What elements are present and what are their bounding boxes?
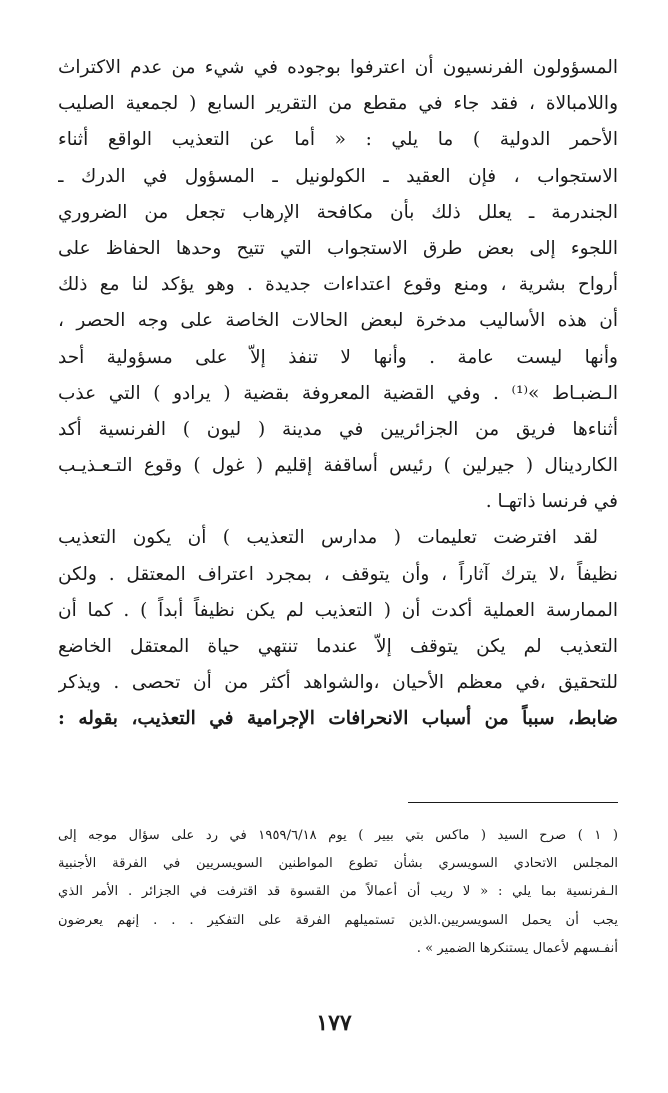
footnote-separator xyxy=(408,802,618,803)
footnote xyxy=(58,822,618,963)
main-text xyxy=(58,50,618,738)
text-line: وأنها ليست عامة . وأنها لا تنفذ إلاّ على مسؤولية أحد xyxy=(58,346,618,368)
text-line: الـضبـاط »⁽¹⁾ . وفي القضية المعروفة بقضية ( يرادو ) التي عذب xyxy=(58,382,618,404)
text-line: أن هذه الأساليب مدخرة لبعض الحالات الخاصة على وجه الحصر ، xyxy=(58,310,618,332)
text-line: واللامبالاة ، فقد جاء في مقطع من التقرير السابع ( لجمعية الصليب xyxy=(58,93,618,115)
text-line: التعذيب لم يكن يتوقف إلاّ عندما تنتهي حياة المعتقل الخاضع xyxy=(58,636,618,657)
text-line: المسؤولون الفرنسيون أن اعترفوا بوجوده في شيء من عدم الاكتراث xyxy=(58,57,618,78)
text-line: الجندرمة ـ يعلل ذلك بأن مكافحة الإرهاب تجعل من الضروري xyxy=(58,201,618,223)
text-line: ضابط، سبباً من أسباب الانحرافات الإجرامية في التعذيب، بقوله : xyxy=(58,708,618,730)
footnote-line: الـفرنسية بما يلي : « لا ريب أن أعمالاً من القسوة قد اقترفت في الجزائر . الأمر الذي xyxy=(58,884,618,900)
text-line: في فرنسا ذاتهـا . xyxy=(485,491,618,513)
text-line: الاستجواب ، فإن العقيد ـ الكولونيل ـ المسؤول في الدرك ـ xyxy=(58,165,618,187)
text-line: اللجوء إلى بعض طرق الاستجواب التي تتيح وحدها الحفاظ على xyxy=(58,237,618,259)
text-line: أرواح بشرية ، ومنع وقوع اعتداءات جديدة . وهو يؤكد لنا مع ذلك xyxy=(58,274,618,296)
text-line: للتحقيق ،في معظم الأحيان ،والشواهد أكثر من أن تحصى . ويذكر xyxy=(58,672,618,694)
footnote-line: أنفـسهم لأعمال يستنكرها الضمير » . xyxy=(416,940,618,956)
footnote-line: المجلس الاتحادي السويسري بشأن تطوع المواطنين السويسريين في الفرقة الأجنبية xyxy=(58,856,618,872)
footnote-line: ( ١ ) صرح السيد ( ماكس بتي بيير ) يوم ١٩٥٩/٦/١٨ في رد على سؤال موجه إلى xyxy=(58,828,618,843)
text-line: الأحمر الدولية ) ما يلي : « أما عن التعذيب الواقع أثناء xyxy=(58,129,618,151)
text-line: أثناءها فريق من الجزائريين في مدينة ( ليون ) الفرنسية أكد xyxy=(58,418,618,440)
text-line: الكاردينال ( جيرلين ) رئيس أساقفة إقليم ( غول ) وقوع التـعـذيـب xyxy=(58,455,618,477)
text-line: نظيفاً ،لا يترك آثاراً ، وأن يتوقف ، بمجرد اعتراف المعتقل . ولكن xyxy=(58,563,618,585)
paragraph-start-line: لقد افترضت تعليمات ( مدارس التعذيب ) أن يكون التعذيب xyxy=(58,527,598,549)
page-number: ١٧٧ xyxy=(316,1010,352,1036)
footnote-line: يجب أن يحمل السويسريين.الذين تستميلهم الفرقة على التفكير . . . إنهم يعرضون xyxy=(58,912,618,928)
text-line: الممارسة العملية أكدت أن ( التعذيب لم يكن نظيفاً أبداً ) . كما أن xyxy=(58,599,618,621)
